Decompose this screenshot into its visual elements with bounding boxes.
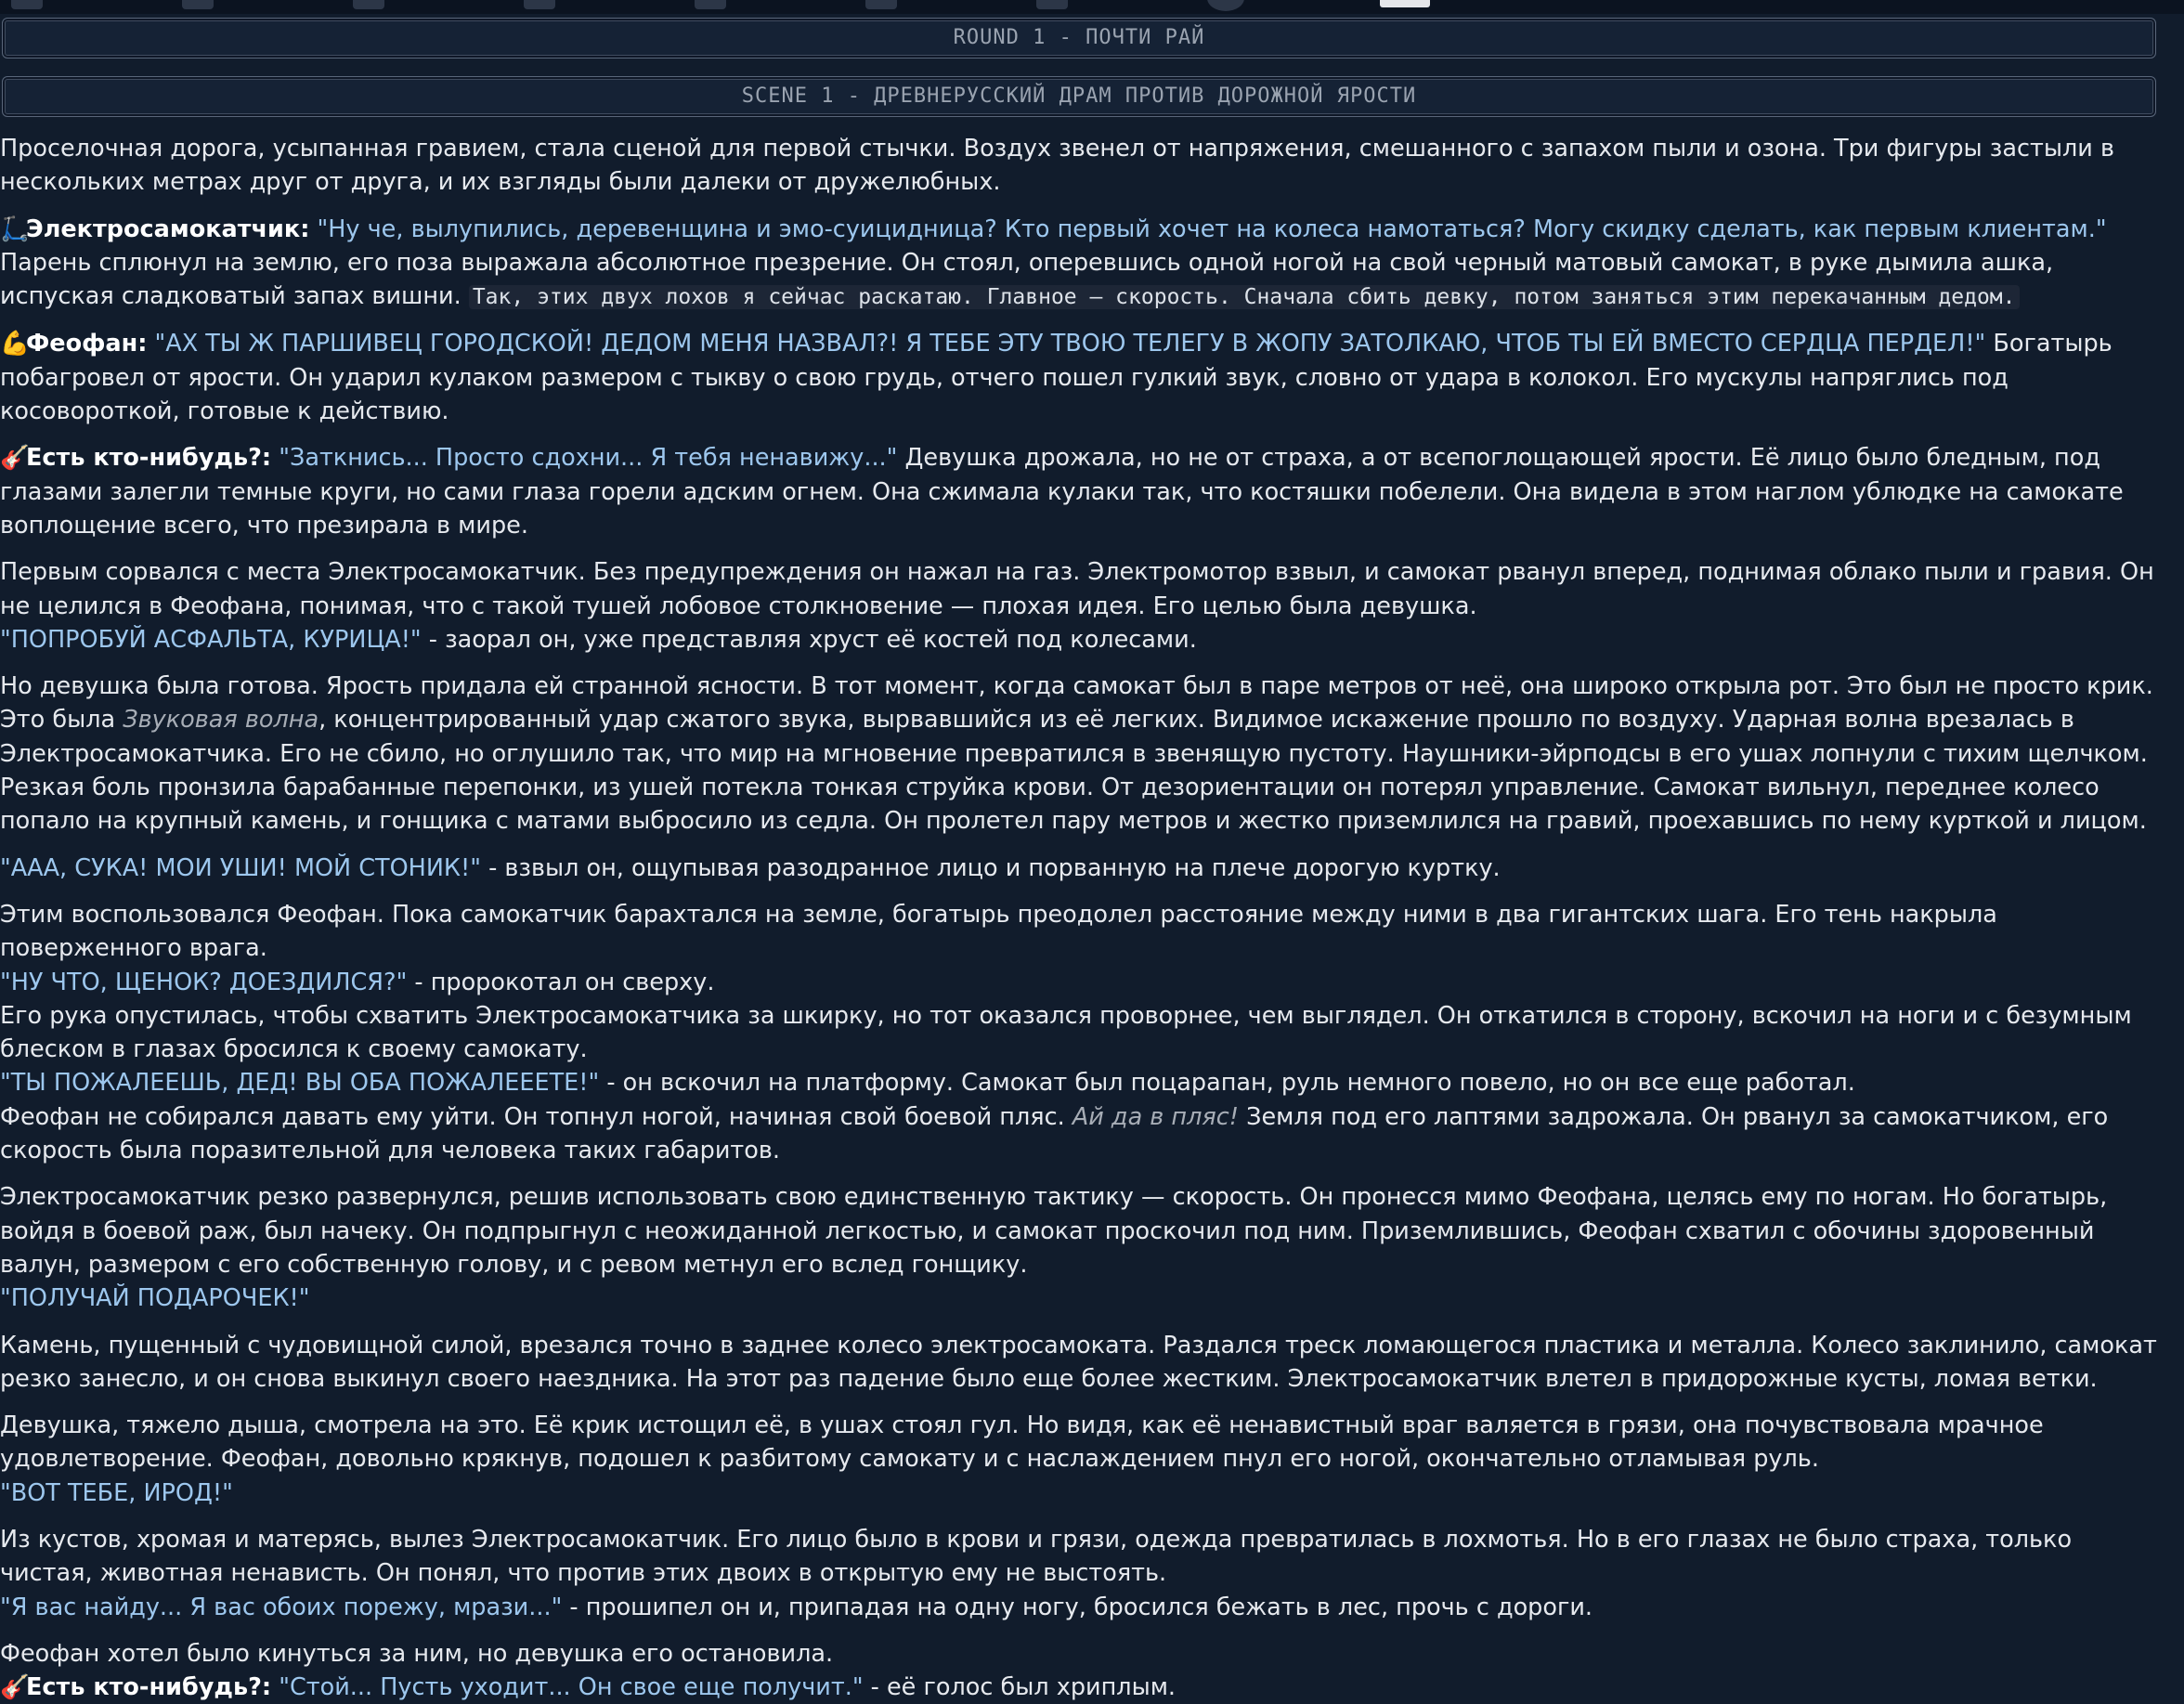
dialogue-quote: "Заткнись... Просто сдохни... Я тебя ненавижу..." xyxy=(279,444,898,473)
narration-text: - её голос был хриплым. xyxy=(863,1673,1176,1702)
dialogue-quote: "НУ ЧТО, ЩЕНОК? ДОЕЗДИЛСЯ?" xyxy=(0,968,408,996)
dialogue-paragraph-scooter xyxy=(0,213,2164,315)
narration-text: Из кустов, хромая и матерясь, вылез Электросамокатчик. Его лицо было в крови и грязи, одежда превратилась в лохмотья. Но в его глазах не было страха, только чистая, животная ненависть. Он понял, что против этих двоих в открытую ему не выстоять. xyxy=(0,1525,2073,1588)
toolbar-icon-8[interactable] xyxy=(1207,0,1244,11)
dialogue-quote: "ПОЛУЧАЙ ПОДАРОЧЕК!" xyxy=(0,1284,310,1313)
toolbar-icon-4[interactable] xyxy=(524,0,555,9)
dialogue-quote: "ТЫ ПОЖАЛЕЕШЬ, ДЕД! ВЫ ОБА ПОЖАЛЕЕЕТЕ!" xyxy=(0,1069,600,1098)
narration-paragraph xyxy=(0,1523,2164,1624)
dialogue-paragraph-girl xyxy=(0,441,2164,542)
narration-text: Электросамокатчик резко развернулся, решив использовать свою единственную тактику — скорость. Он пронесся мимо Феофана, целясь ему по ногам. Но богатырь, войдя в боевой раж, был начеку. Он подпрыгнул с неожиданной легкостью, и самокат проскочил под ним. Приземлившись, Феофан схватил с обочины здоровенный валун, размером с его собственную голову, и с ревом метнул его вслед гонщику. xyxy=(0,1183,2108,1279)
dialogue-quote: "ПОПРОБУЙ АСФАЛЬТА, КУРИЦА!" xyxy=(0,625,422,654)
narration-text: - заорал он, уже представляя хруст её костей под колесами. xyxy=(421,625,1197,654)
narration-text: Богатырь побагровел от ярости. Он ударил кулаком размером с тыкву о свою грудь, отчего пошел гулкий звук, словно от удара в колокол. Его мускулы напряглись под косовороткой, готовые к действию. xyxy=(0,330,2112,426)
speaker-name: Есть кто-нибудь?: xyxy=(26,444,272,473)
narration-text: Проселочная дорога, усыпанная гравием, стала сценой для первой стычки. Воздух звенел от напряжения, смешанного с запахом пыли и озона. Три фигуры застыли в нескольких метрах друг от друга, и их взгляды были далеки от дружелюбных. xyxy=(0,135,2114,197)
narration-paragraph xyxy=(0,898,2164,1167)
toolbar-icon-6[interactable] xyxy=(865,0,897,9)
narration-paragraph xyxy=(0,1409,2164,1510)
narration-text: Его рука опустилась, чтобы схватить Электросамокатчика за шкирку, но тот оказался проворнее, чем выглядел. Он откатился в сторону, вскочил на ноги и с безумным блеском в глазах бросился к своему самокату. xyxy=(0,1001,2132,1064)
narration-text: - взвыл он, ощупывая разодранное лицо и порванную на плече дорогую куртку. xyxy=(480,853,1501,882)
skill-name: Ай да в пляс! xyxy=(1072,1102,1239,1131)
dialogue-quote: "Я вас найду... Я вас обоих порежу, мрази..." xyxy=(0,1593,563,1621)
narration-text: - он вскочил на платформу. Самокат был поцарапан, руль немного повело, но он все еще работал. xyxy=(599,1069,1855,1098)
toolbar-icon-5[interactable] xyxy=(695,0,726,9)
dialogue-quote: "Стой... Пусть уходит... Он свое еще получит." xyxy=(279,1673,864,1702)
toolbar-icon-2[interactable] xyxy=(182,0,214,9)
narration-paragraph xyxy=(0,555,2164,657)
narration-paragraph xyxy=(0,1329,2164,1397)
dialogue-quote: "ААА, СУКА! МОИ УШИ! МОЙ СТОНИК!" xyxy=(0,853,481,882)
narration-paragraph xyxy=(0,132,2164,200)
narration-paragraph xyxy=(0,670,2164,838)
speaker-name: Феофан: xyxy=(26,330,148,358)
skill-name: Звуковая волна xyxy=(123,706,319,735)
round-banner: ROUND 1 - ПОЧТИ РАЙ xyxy=(2,18,2156,59)
narration-text: Земля под его лаптями задрожала. Он рванул за самокатчиком, его скорость была поразительной для человека таких габаритов. xyxy=(0,1102,2109,1165)
dialogue-quote: "Ну че, вылупились, деревенщина и эмо-суицидница? Кто первый хочет на колеса намотаться? Могу скидку сделать, как первым клиентам." xyxy=(317,215,2107,243)
toolbar-button-light[interactable] xyxy=(1380,0,1430,7)
narration-paragraph xyxy=(0,1637,2164,1704)
narration-text: - пророкотал он сверху. xyxy=(407,968,715,996)
scooter-icon: 🛴 xyxy=(0,215,30,243)
story-text xyxy=(0,132,2164,1704)
narration-text: Девушка дрожала, но не от страха, а от всепоглощающей ярости. Её лицо было бледным, под глазами залегли темные круги, но сами глаза горели адским огнем. Она сжимала кулаки так, что костяшки побелели. Она видела в этом наглом ублюдке на самокате воплощение всего, что презирала в мире. xyxy=(0,444,2124,540)
narration-text: Этим воспользовался Феофан. Пока самокатчик барахтался на земле, богатырь преодолел расстояние между ними в два гигантских шага. Его тень накрыла поверженного врага. xyxy=(0,900,1997,963)
narration-text: Феофан хотел было кинуться за ним, но девушка его остановила. xyxy=(0,1639,834,1668)
toolbar-icon-1[interactable] xyxy=(11,0,43,9)
narration-text: - прошипел он и, припадая на одну ногу, бросился бежать в лес, прочь с дороги. xyxy=(562,1593,1593,1621)
dialogue-paragraph xyxy=(0,852,2164,885)
narration-text: Но девушка была готова. Ярость придала ей странной ясности. В тот момент, когда самокат был в паре метров от неё, она широко открыла рот. Это был не просто крик. Это была xyxy=(0,672,2153,735)
narration-text: Девушка, тяжело дыша, смотрела на это. Её крик истощил её, в ушах стоял гул. Но видя, как её ненавистный враг валяется в грязи, она почувствовала мрачное удовлетворение. Феофан, довольно крякнув, подошел к разбитому самокату и с наслаждением пнул его ногой, окончательно отламывая руль. xyxy=(0,1411,2044,1474)
speaker-name: Есть кто-нибудь?: xyxy=(26,1673,272,1702)
speaker-name: Электросамокатчик: xyxy=(26,215,310,243)
narration-text: , концентрированный удар сжатого звука, вырвавшийся из её легких. Видимое искажение прошло по воздуху. Ударная волна врезалась в Электросамокатчика. Его не сбило, но оглушило так, что мир на мгновение превратился в звенящую пустоту. Наушники-эйрподсы в его ушах лопнули с тихим щелчком. Резкая боль пронзила барабанные перепонки, из ушей потекла тонкая струйка крови. От дезориентации он потерял управление. Самокат вильнул, переднее колесо попало на крупный камень, и гонщика с матами выбросило из седла. Он пролетел пару метров и жестко приземлился на гравий, проехавшись по нему курткой и лицом. xyxy=(0,706,2148,836)
narration-text: Парень сплюнул на землю, его поза выражала абсолютное презрение. Он стоял, оперевшись одной ногой на свой черный матовый самокат, в руке дымила ашка, испуская сладковатый запах вишни. xyxy=(0,248,2054,311)
dialogue-paragraph-feofan xyxy=(0,327,2164,428)
inner-thought: Так, этих двух лохов я сейчас раскатаю. Главное — скорость. Сначала сбить девку, потом заняться этим перекачанным дедом. xyxy=(469,285,2020,309)
narration-text: Первым сорвался с места Электросамокатчик. Без предупреждения он нажал на газ. Электромотор взвыл, и самокат рванул вперед, поднимая облако пыли и гравия. Он не целился в Феофана, понимая, что с такой тушей лобовое столкновение — плохая идея. Его целью была девушка. xyxy=(0,558,2154,620)
dialogue-quote: "АХ ТЫ Ж ПАРШИВЕЦ ГОРОДСКОЙ! ДЕДОМ МЕНЯ НАЗВАЛ?! Я ТЕБЕ ЭТУ ТВОЮ ТЕЛЕГУ В ЖОПУ ЗАТОЛКАЮ, ЧТОБ ТЫ ЕЙ ВМЕСТО СЕРДЦА ПЕРДЕЛ!" xyxy=(154,330,1986,358)
guitar-icon: 🎸 xyxy=(0,1673,30,1702)
scene-banner: SCENE 1 - ДРЕВНЕРУССКИЙ ДРАМ ПРОТИВ ДОРОЖНОЙ ЯРОСТИ xyxy=(2,76,2156,117)
dialogue-quote: "ВОТ ТЕБЕ, ИРОД!" xyxy=(0,1478,233,1507)
toolbar-icon-3[interactable] xyxy=(353,0,384,9)
top-toolbar xyxy=(0,0,2184,14)
narration-text: Камень, пущенный с чудовищной силой, врезался точно в заднее колесо электросамоката. Раздался треск ломающегося пластика и металла. Колесо заклинило, самокат резко занесло, и он снова выкинул своего наездника. На этот раз падение было еще более жестким. Электросамокатчик влетел в придорожные кусты, ломая ветки. xyxy=(0,1331,2157,1393)
narration-paragraph xyxy=(0,1180,2164,1315)
toolbar-icon-7[interactable] xyxy=(1036,0,1068,9)
flexed-arm-icon: 💪 xyxy=(0,330,30,358)
narration-text: Феофан не собирался давать ему уйти. Он топнул ногой, начиная свой боевой пляс. xyxy=(0,1102,1072,1131)
guitar-icon: 🎸 xyxy=(0,444,30,473)
